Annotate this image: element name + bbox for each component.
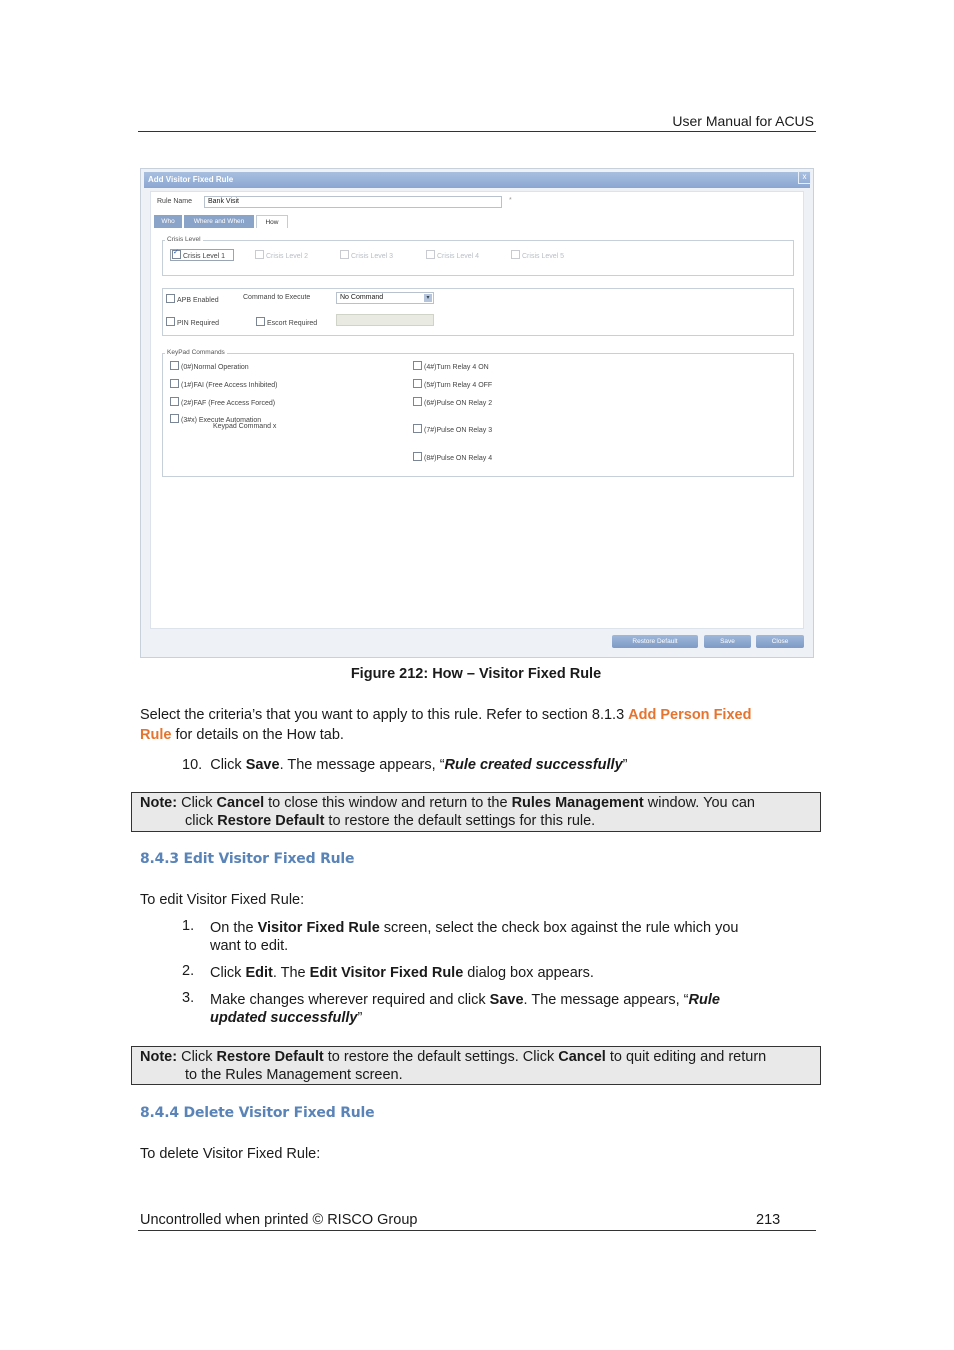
note-1-line-2	[140, 812, 812, 830]
keypad-cmd-1-checkbox[interactable]	[170, 379, 179, 388]
note-1-b1: Cancel	[216, 795, 265, 811]
intro-paragraph	[140, 705, 816, 745]
note-1-t1: Click	[177, 795, 217, 811]
keypad-cmd-7-label: (7#)Pulse ON Relay 3	[424, 427, 493, 434]
edit-step-3-italic1: Rule	[688, 992, 720, 1008]
apb-label: APB Enabled	[177, 297, 219, 304]
dialog-title: Add Visitor Fixed Rule	[144, 172, 810, 188]
edit-step-2-number: 2.	[182, 963, 195, 979]
keypad-cmd-8-checkbox[interactable]	[413, 452, 422, 461]
keypad-cmd-0[interactable]	[170, 361, 249, 371]
edit-step-2-post: dialog box appears.	[463, 965, 594, 981]
edit-step-1-line2: want to edit.	[210, 938, 289, 954]
add-person-fixed-rule-link-cont[interactable]: Rule	[140, 727, 172, 743]
rule-name-label: Rule Name	[157, 198, 193, 205]
crisis-level-4-label: Crisis Level 4	[437, 253, 480, 260]
page-number: 213	[756, 1212, 781, 1228]
note-2-label: Note:	[140, 1049, 178, 1065]
edit-step-2	[210, 964, 810, 982]
dialog-screenshot	[140, 168, 814, 658]
delete-lead: To delete Visitor Fixed Rule:	[140, 1146, 321, 1162]
intro-text-after: for details on the How tab.	[171, 727, 344, 743]
pin-checkbox[interactable]	[166, 317, 175, 326]
crisis-level-5-checkbox[interactable]	[511, 250, 520, 259]
keypad-cmd-2-label: (2#)FAF (Free Access Forced)	[181, 400, 276, 407]
keypad-cmd-3-extra: Keypad Command x	[213, 423, 277, 430]
crisis-level-1-label: Crisis Level 1	[183, 253, 226, 260]
running-header: User Manual for ACUS	[672, 113, 814, 129]
keypad-cmd-2[interactable]	[170, 397, 275, 407]
edit-step-3	[210, 991, 810, 1027]
keypad-cmd-5-label: (5#)Turn Relay 4 OFF	[424, 382, 493, 389]
edit-step-3-pre: Make changes wherever required and click	[210, 992, 490, 1008]
edit-step-2-bold2: Edit Visitor Fixed Rule	[309, 965, 464, 981]
rule-name-input[interactable]: Bank Visit	[204, 196, 502, 208]
edit-step-1-number: 1.	[182, 918, 195, 934]
step-10-number: 10.	[182, 757, 203, 773]
crisis-level-5-label: Crisis Level 5	[522, 253, 565, 260]
footer-text: Uncontrolled when printed © RISCO Group	[140, 1212, 418, 1228]
edit-step-3-italic2: updated successfully	[210, 1010, 358, 1026]
pin-label: PIN Required	[177, 320, 220, 327]
crisis-level-4-checkbox[interactable]	[426, 250, 435, 259]
keypad-cmd-4[interactable]	[413, 361, 489, 371]
keypad-cmd-1-label: (1#)FAI (Free Access Inhibited)	[181, 382, 278, 389]
crisis-level-2[interactable]	[255, 250, 308, 260]
keypad-cmd-4-checkbox[interactable]	[413, 361, 422, 370]
dialog-body	[150, 191, 804, 629]
apb-enabled[interactable]	[166, 294, 219, 304]
note-2-t2: to restore the default settings. Click	[323, 1049, 559, 1065]
step-10	[182, 755, 812, 775]
pin-required[interactable]	[166, 317, 219, 327]
crisis-level-1[interactable]	[170, 249, 234, 261]
note-1-t3: window. You can	[643, 795, 755, 811]
note-1-line-1	[140, 794, 812, 812]
keypad-commands-title: KeyPad Commands	[167, 349, 225, 356]
note-box-1	[131, 792, 821, 832]
keypad-cmd-7-checkbox[interactable]	[413, 424, 422, 433]
keypad-cmd-2-checkbox[interactable]	[170, 397, 179, 406]
step-10-bold: Save	[245, 757, 280, 773]
required-mark: *	[509, 197, 512, 204]
step-10-mid: . The message appears, “	[279, 757, 445, 773]
note-2-line-1	[140, 1048, 812, 1066]
edit-step-1-bold: Visitor Fixed Rule	[257, 920, 380, 936]
crisis-level-3[interactable]	[340, 250, 393, 260]
keypad-cmd-6-checkbox[interactable]	[413, 397, 422, 406]
edit-step-3-mid: . The message appears, “	[523, 992, 689, 1008]
keypad-cmd-5-checkbox[interactable]	[413, 379, 422, 388]
escort-checkbox[interactable]	[256, 317, 265, 326]
keypad-cmd-3-label: (3#x) Execute Automation	[181, 417, 262, 424]
note-2-t3: to quit editing and return	[605, 1049, 767, 1065]
crisis-level-2-checkbox[interactable]	[255, 250, 264, 259]
note-box-2	[131, 1046, 821, 1085]
crisis-level-3-label: Crisis Level 3	[351, 253, 394, 260]
header-rule	[138, 131, 816, 132]
note-2-b1: Restore Default	[216, 1049, 324, 1065]
edit-step-1	[210, 919, 810, 955]
crisis-level-1-checkbox[interactable]	[172, 250, 181, 259]
note-2-line-2: to the Rules Management screen.	[185, 1067, 403, 1083]
section-heading-edit: 8.4.3 Edit Visitor Fixed Rule	[140, 851, 355, 867]
note-1-label: Note:	[140, 795, 178, 811]
keypad-cmd-6-label: (6#)Pulse ON Relay 2	[424, 400, 493, 407]
note-1-t4: click	[185, 813, 218, 829]
note-1-b2: Rules Management	[511, 795, 644, 811]
close-button[interactable]: Close	[756, 635, 804, 648]
tab-how[interactable]: How	[256, 215, 288, 228]
keypad-cmd-1[interactable]	[170, 379, 277, 389]
edit-step-3-number: 3.	[182, 990, 195, 1006]
note-1-t5: to restore the default settings for this rule.	[324, 813, 596, 829]
figure-caption: Figure 212: How – Visitor Fixed Rule	[350, 666, 602, 682]
crisis-level-4[interactable]	[426, 250, 479, 260]
step-10-italic: Rule created successfully	[444, 757, 623, 773]
escort-label: Escort Required	[267, 320, 318, 327]
crisis-level-2-label: Crisis Level 2	[266, 253, 309, 260]
step-10-pre: Click	[210, 757, 246, 773]
edit-lead: To edit Visitor Fixed Rule:	[140, 892, 305, 908]
edit-step-2-mid: . The	[272, 965, 310, 981]
step-10-post: ”	[622, 757, 628, 773]
restore-default-button[interactable]: Restore Default	[612, 635, 698, 648]
edit-step-1-post: screen, select the check box against the rule which you	[379, 920, 739, 936]
tab-where-and-when[interactable]: Where and When	[184, 215, 254, 228]
keypad-cmd-4-label: (4#)Turn Relay 4 ON	[424, 364, 489, 371]
edit-step-3-bold: Save	[489, 992, 524, 1008]
keypad-cmd-8-label: (8#)Pulse ON Relay 4	[424, 455, 493, 462]
add-person-fixed-rule-link[interactable]: Add Person Fixed	[628, 707, 752, 723]
keypad-cmd-8[interactable]	[413, 452, 492, 462]
save-button[interactable]: Save	[704, 635, 751, 648]
edit-step-2-pre: Click	[210, 965, 246, 981]
escort-select[interactable]	[336, 314, 434, 326]
command-select[interactable]	[336, 292, 434, 304]
keypad-cmd-5[interactable]	[413, 379, 492, 389]
intro-line-1	[140, 705, 816, 725]
section-heading-delete: 8.4.4 Delete Visitor Fixed Rule	[140, 1105, 375, 1121]
close-icon[interactable]: x	[798, 171, 811, 184]
tab-who[interactable]: Who	[154, 215, 182, 228]
edit-step-3-post: ”	[357, 1010, 363, 1026]
keypad-cmd-6[interactable]	[413, 397, 492, 407]
apb-checkbox[interactable]	[166, 294, 175, 303]
command-select-value: No Command	[340, 294, 384, 301]
keypad-cmd-7[interactable]	[413, 424, 492, 434]
intro-text-before: Select the criteria’s that you want to apply to this rule. Refer to section 8.1.3	[140, 707, 629, 723]
escort-required[interactable]	[256, 317, 317, 327]
footer-rule	[138, 1230, 816, 1231]
chevron-down-icon[interactable]: ▾	[424, 294, 432, 302]
edit-step-1-pre: On the	[210, 920, 258, 936]
crisis-level-3-checkbox[interactable]	[340, 250, 349, 259]
keypad-cmd-3-checkbox[interactable]	[170, 414, 179, 423]
intro-line-2	[140, 725, 816, 745]
note-2-b2: Cancel	[558, 1049, 606, 1065]
note-1-b3: Restore Default	[217, 813, 325, 829]
command-label: Command to Execute	[243, 294, 311, 301]
note-2-t1: Click	[177, 1049, 217, 1065]
edit-step-2-bold: Edit	[245, 965, 273, 981]
crisis-level-5[interactable]	[511, 250, 564, 260]
note-1-t2: to close this window and return to the	[264, 795, 512, 811]
keypad-cmd-0-label: (0#)Normal Operation	[181, 364, 249, 371]
crisis-level-title: Crisis Level	[167, 236, 201, 243]
keypad-cmd-0-checkbox[interactable]	[170, 361, 179, 370]
